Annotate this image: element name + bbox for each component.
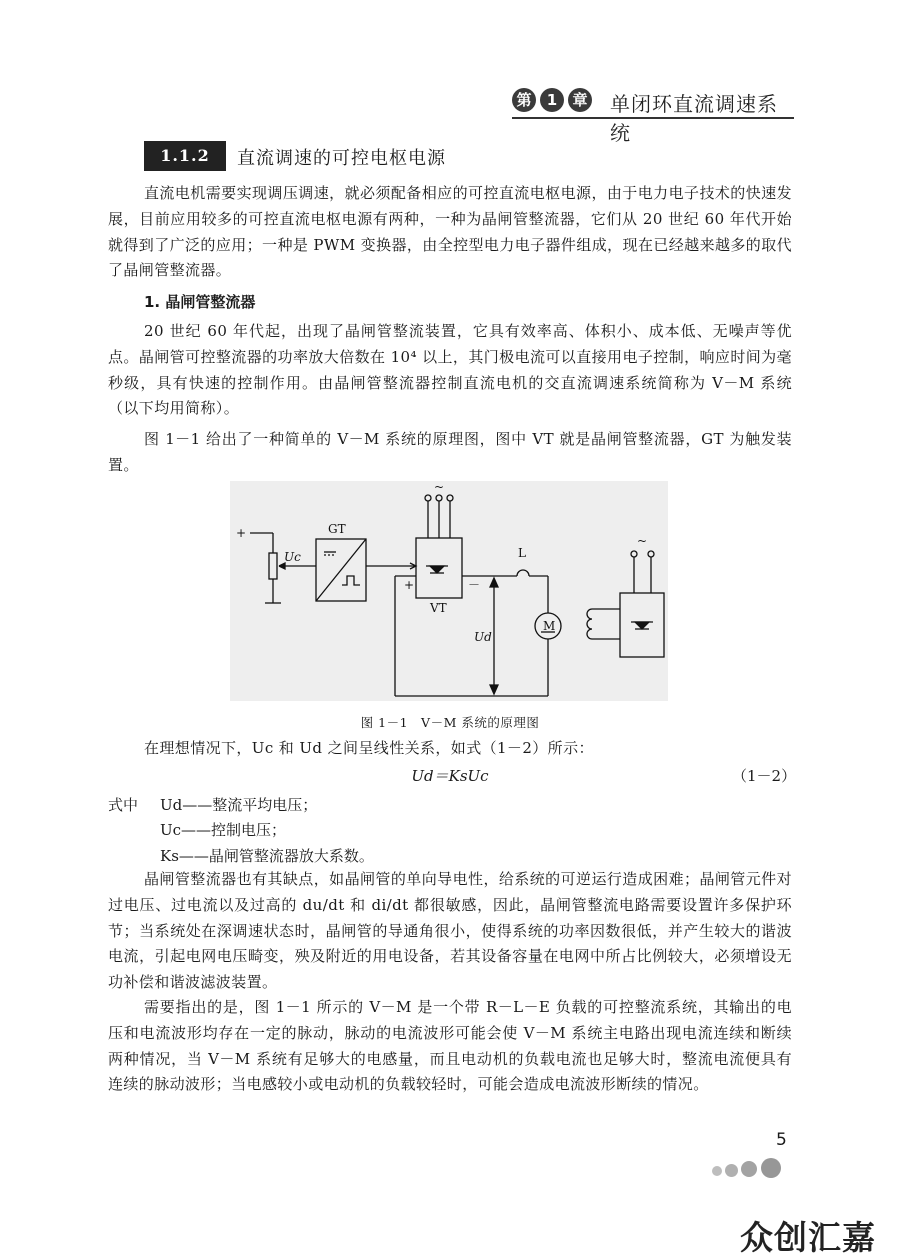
paragraph-3: 图 1－1 给出了一种简单的 V－M 系统的原理图，图中 VT 就是晶闸管整流器，GT 为触发装置。 — [108, 430, 792, 474]
definitions-intro: 式中 — [108, 796, 139, 814]
potentiometer — [269, 553, 277, 579]
header-rule — [512, 117, 794, 119]
definition-ks: Ks——晶闸管整流器放大系数。 — [160, 847, 374, 865]
ud-arrow-bottom — [490, 685, 498, 694]
motor-label: M — [543, 619, 556, 633]
chapter-number-badge: 1 — [540, 88, 564, 112]
chapter-prefix-badge: 第 — [512, 88, 536, 112]
ac-label: ~ — [433, 481, 445, 494]
footer-dot-4 — [761, 1158, 781, 1178]
ud-label: Ud — [474, 630, 492, 644]
field-ac-terminal-b — [648, 551, 654, 557]
plus-label: + — [236, 526, 247, 540]
equation-number: （1－2） — [732, 767, 797, 785]
gt-label: GT — [328, 522, 346, 536]
thyristor-symbol — [430, 566, 444, 573]
chapter-header — [512, 86, 792, 145]
field-diode-symbol — [635, 622, 649, 629]
chapter-suffix-badge: 章 — [568, 88, 592, 112]
chapter-title: 单闭环直流调速系统 — [610, 92, 778, 145]
inductor-label: L — [518, 546, 526, 560]
section-title: 直流调速的可控电枢电源 — [237, 148, 446, 169]
section-number: 1.1.2 — [144, 141, 226, 171]
figure-caption: 图 1－1 V－M 系统的原理图 — [360, 715, 540, 730]
paragraph-6: 需要指出的是，图 1－1 所示的 V－M 是一个带 R－L－E 负载的可控整流系统，其输出的电压和电流波形均存在一定的脉动，脉动的电流波形可能会使 V－M 系统主电路出现电流连续和断续两种情况，当 V－M 系统有足够大的电感量，而且电动机的负载电流也足够大时，整流电流便具有连续的脉动波形；当电感较小或电动机的负载较轻时，可能会造成电流波形断续的情况。 — [108, 998, 792, 1094]
field-ac-terminal-a — [631, 551, 637, 557]
footer-dots-decoration — [712, 1156, 792, 1182]
inductor-coil — [517, 570, 529, 576]
paragraph-5: 晶闸管整流器也有其缺点，如晶闸管的单向导电性，给系统的可逆运行造成困难；晶闸管元件对过电压、过电流以及过高的 du/dt 和 di/dt 都很敏感，因此，晶闸管整流电路需要设置许多保护环节；当系统处在深调速状态时，晶闸管的导通角很小，使得系统的功率因数很低，并产生较大的谐波电流，引起电网电压畸变，殃及附近的用电设备，若其设备容量在电网中所占比例较大，必须增设无功补偿和谐波滤波装置。 — [108, 870, 792, 992]
page-number: 5 — [776, 1130, 787, 1150]
subheading-thyristor-rectifier: 1. 晶闸管整流器 — [144, 293, 256, 311]
gt-pulse-symbol — [342, 576, 360, 585]
ac-terminal-c — [447, 495, 453, 501]
footer-dot-2 — [725, 1164, 738, 1177]
vt-label: VT — [430, 601, 447, 615]
vt-minus-label: － — [468, 578, 481, 592]
ud-arrow-top — [490, 578, 498, 587]
equation-1-2: Ud＝KsUc — [411, 767, 489, 785]
vt-plus-label: + — [404, 578, 415, 592]
circuit-svg — [230, 481, 668, 701]
ac-terminal-a — [425, 495, 431, 501]
uc-label: Uc — [284, 550, 301, 564]
gt-diagonal — [316, 539, 366, 601]
ac-terminal-b — [436, 495, 442, 501]
field-ac-label: ~ — [636, 534, 648, 548]
field-winding — [587, 609, 592, 639]
paragraph-2: 20 世纪 60 年代起，出现了晶闸管整流装置，它具有效率高、体积小、成本低、无噪声等优点。晶闸管可控整流器的功率放大倍数在 10⁴ 以上，其门极电流可以直接用电子控制，响应时间为毫秒级，具有快速的控制作用。由晶闸管整流器控制直流电机的交直流调速系统简称为 V－M 系统（以下均用简称）。 — [108, 322, 792, 418]
definition-ud: Ud——整流平均电压； — [160, 796, 318, 814]
definition-uc: Uc——控制电压； — [160, 821, 287, 839]
footer-dot-1 — [712, 1166, 722, 1176]
watermark: 众创汇嘉 — [740, 1218, 876, 1257]
paragraph-4: 在理想情况下，Uc 和 Ud 之间呈线性关系，如式（1－2）所示： — [144, 739, 594, 757]
footer-dot-3 — [741, 1161, 757, 1177]
paragraph-1: 直流电机需要实现调压调速，就必须配备相应的可控直流电枢电源，由于电力电子技术的快速发展，目前应用较多的可控直流电枢电源有两种，一种为晶闸管整流器，它们从 20 世纪 60 年代开始就得到了广泛的应用；一种是 PWM 变换器，由全控型电力电子器件组成，现在已经越来越多的取代了晶闸管整流器。 — [108, 184, 792, 280]
vm-system-diagram — [230, 481, 668, 701]
